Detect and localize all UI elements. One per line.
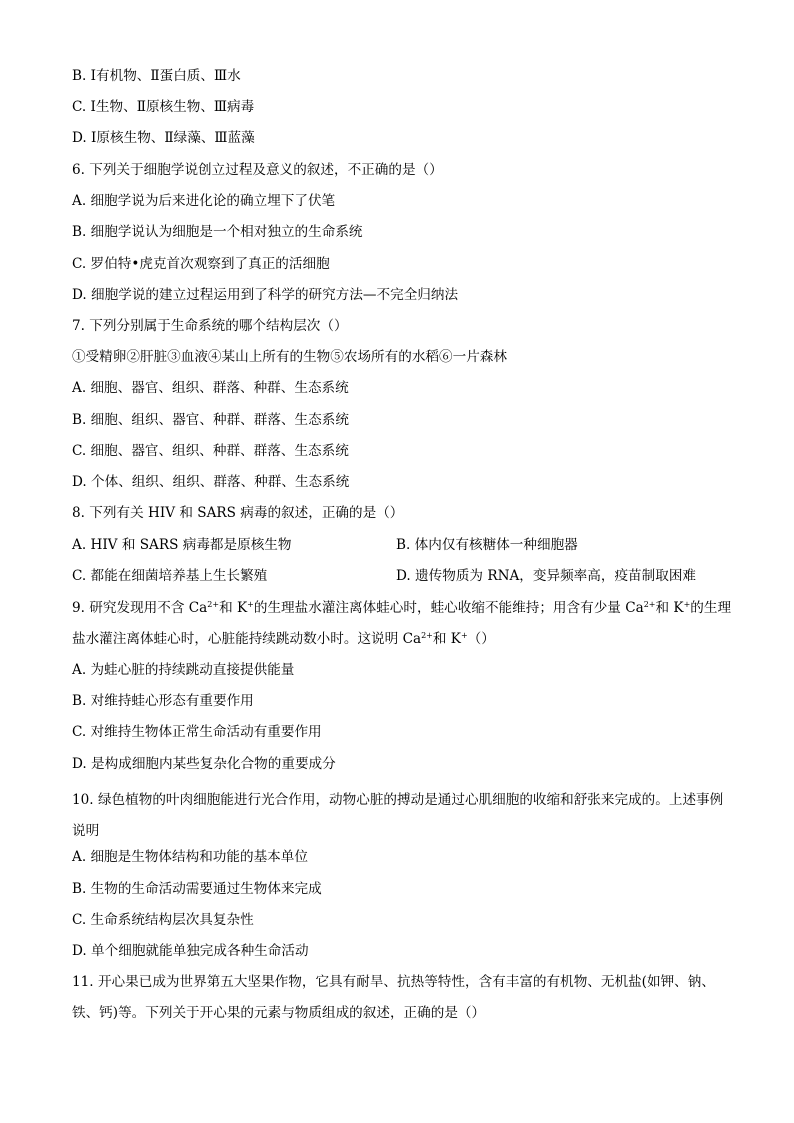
q7-option-a: A. 细胞、器官、组织、群落、种群、生态系统 [72,380,349,396]
q9-stem-text: 盐水灌注离体蛙心时，心脏能持续跳动数小时。这说明 Ca [72,631,422,647]
q11-stem: 11. 开心果已成为世界第五大坚果作物，它具有耐旱、抗热等特性，含有丰富的有机物、无机盐(如钾、钠、铁、钙)等。下列关于开心果的元素与物质组成的叙述，正确的是（） [72,974,715,1021]
q9-stem-text: 的生理盐水灌注离体蛙心时，蛙心收缩不能维持；用含有少量 Ca [253,600,644,616]
q9-option-c: C. 对维持生物体正常生命活动有重要作用 [72,724,322,740]
q5-option-c: C. Ⅰ生物、Ⅱ原核生物、Ⅲ病毒 [72,99,255,115]
ion-charge: 2+ [643,600,656,609]
q6-option-b: B. 细胞学说认为细胞是一个相对独立的生命系统 [72,224,363,240]
q9-stem-text: 和 K [219,600,248,616]
q5-option-d: D. Ⅰ原核生物、Ⅱ绿藻、Ⅲ蓝藻 [72,130,255,146]
q10-option-a: A. 细胞是生物体结构和功能的基本单位 [72,849,308,865]
q10-stem: 10. 绿色植物的叶肉细胞能进行光合作用，动物心脏的搏动是通过心肌细胞的收缩和舒张来完成的。上述事例说明 [72,792,724,839]
q6-option-d: D. 细胞学说的建立过程运用到了科学的研究方法—不完全归纳法 [72,287,459,303]
q7-option-d: D. 个体、组织、组织、群落、种群、生态系统 [72,474,350,490]
q9-stem-text: 9. 研究发现用不含 Ca [72,600,208,616]
ion-charge: + [460,631,468,640]
q8-option-b: B. 体内仅有核糖体一种细胞器 [396,537,578,553]
q9-stem-text: 的生理 [690,600,732,616]
q7-items: ①受精卵②肝脏③血液④某山上所有的生物⑤农场所有的水稻⑥一片森林 [72,349,507,365]
q9-option-d: D. 是构成细胞内某些复杂化合物的重要成分 [72,756,336,772]
q9-stem-line2 [72,629,495,649]
q6-option-c: C. 罗伯特•虎克首次观察到了真正的活细胞 [72,256,330,272]
q6-stem: 6. 下列关于细胞学说创立过程及意义的叙述，不正确的是（） [72,162,443,178]
q9-stem-text: 和 K [432,631,461,647]
q10-option-c: C. 生命系统结构层次具复杂性 [72,912,254,928]
q6-option-a: A. 细胞学说为后来进化论的确立埋下了伏笔 [72,193,336,209]
q8-option-c: C. 都能在细菌培养基上生长繁殖 [72,568,268,584]
q10-option-b: B. 生物的生命活动需要通过生物体来完成 [72,881,322,897]
q7-option-b: B. 细胞、组织、器官、种群、群落、生态系统 [72,412,349,428]
ion-charge: + [683,600,691,609]
q9-option-a: A. 为蛙心脏的持续跳动直接提供能量 [72,662,295,678]
q7-option-c: C. 细胞、器官、组织、种群、群落、生态系统 [72,443,349,459]
ion-charge: 2+ [207,600,220,609]
q8-option-d: D. 遗传物质为 RNA，变异频率高，疫苗制取困难 [396,568,697,584]
q9-option-b: B. 对维持蛙心形态有重要作用 [72,693,254,709]
q7-stem: 7. 下列分别属于生命系统的哪个结构层次（） [72,318,348,334]
q10-option-d: D. 单个细胞就能单独完成各种生命活动 [72,943,309,959]
q8-stem: 8. 下列有关 HIV 和 SARS 病毒的叙述，正确的是（） [72,505,404,521]
q9-stem-line1 [72,598,731,618]
q8-option-a: A. HIV 和 SARS 病毒都是原核生物 [72,537,292,553]
q5-option-b: B. Ⅰ有机物、Ⅱ蛋白质、Ⅲ水 [72,68,241,84]
q9-stem-text: 和 K [655,600,684,616]
ion-charge: 2+ [421,631,433,640]
ion-charge: + [247,600,254,609]
q9-stem-text: （） [467,631,495,647]
